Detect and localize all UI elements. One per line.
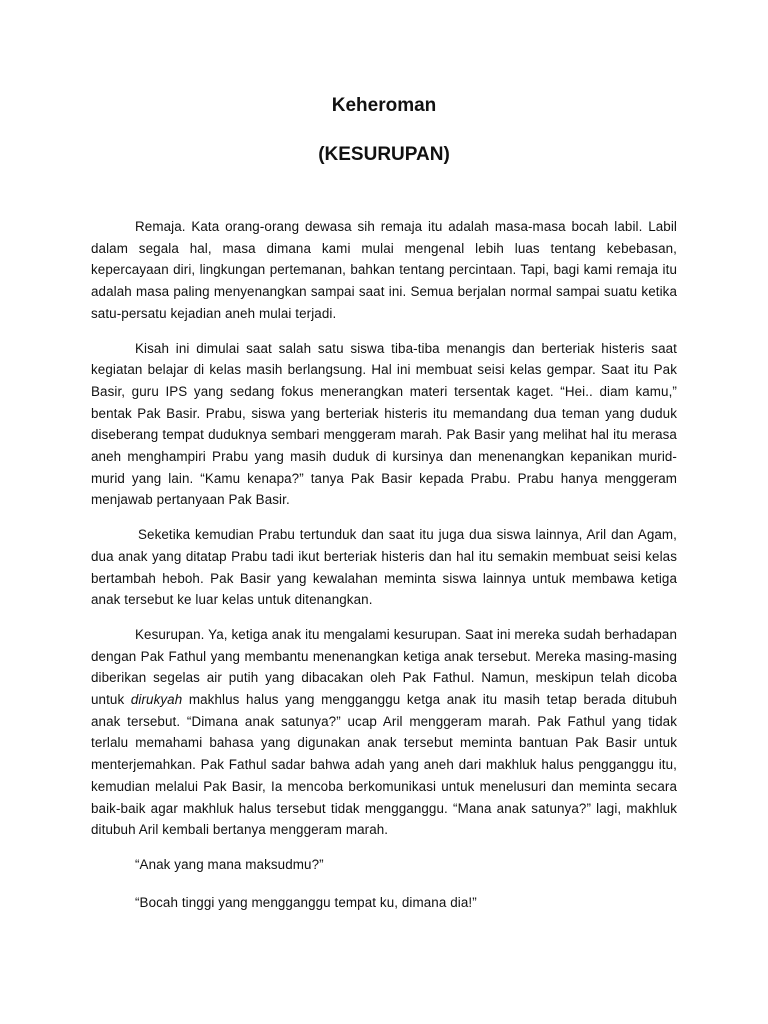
paragraph-4-italic: dirukyah bbox=[130, 692, 183, 708]
paragraph-4-part-1: Kesurupan. Ya, ketiga anak itu mengalami kesurupan. Saat ini mereka sudah berhadapan dengan Pak Fathul yang membantu menenangkan ketiga anak tersebut. Mereka masing-masing diberikan segelas air putih yang dibacakan oleh Pak Fathul. Namun, meskipun telah dicoba untuk bbox=[91, 626, 677, 708]
dialogue-line-1: “Anak yang mana maksudmu?” bbox=[135, 856, 324, 872]
paragraph-3: Seketika kemudian Prabu tertunduk dan saat itu juga dua siswa lainnya, Aril dan Agam, dua anak yang ditatap Prabu tadi ikut berteriak histeris dan hal itu semakin membuat seisi kelas bertambah heboh. Pak Basir yang kewalahan meminta siswa lainnya untuk membawa ketiga anak tersebut ke luar kelas untuk ditenangkan. bbox=[91, 527, 677, 608]
paragraph-4-part-2: makhlus halus yang mengganggu ketga anak itu masih tetap berada ditubuh anak tersebut. “Dimana anak satunya?” ucap Aril menggeram marah. Pak Fathul yang tidak terlalu memahami bahasa yang digunakan anak tersebut meminta bantuan Pak Basir untuk menterjemahkan. Pak Fathul sadar bahwa adah yang aneh dari makhluk halus pengganggu itu, kemudian melalui Pak Basir, Ia mencoba berkomunikasi untuk menelusuri dan meminta secara baik-baik agar makhluk halus tersebut tidak mengganggu. “Mana anak satunya?” lagi, makhluk ditubuh Aril kembali bertanya menggeram marah. bbox=[91, 692, 678, 838]
paragraph-4 bbox=[91, 624, 677, 841]
paragraph-2: Kisah ini dimulai saat salah satu siswa tiba-tiba menangis dan berteriak histeris saat kegiatan belajar di kelas masih berlangsung. Hal ini membuat seisi kelas gempar. Saat itu Pak Basir, guru IPS yang sedang fokus menerangkan materi tersentak kaget. “Hei.. diam kamu,” bentak Pak Basir. Prabu, siswa yang berteriak histeris itu memandang dua teman yang duduk diseberang tempat duduknya sembari menggeram marah. Pak Basir yang melihat hal itu merasa aneh menghampiri Prabu yang masih duduk di kursinya dan menenangkan kepanikan murid-murid yang lain. “Kamu kenapa?” tanya Pak Basir kepada Prabu. Prabu hanya menggeram menjawab pertanyaan Pak Basir. bbox=[91, 340, 677, 508]
document-title: Keheroman bbox=[331, 95, 437, 116]
document-body bbox=[91, 216, 677, 929]
dialogue-line-2: “Bocah tinggi yang mengganggu tempat ku, dimana dia!” bbox=[135, 894, 477, 910]
paragraph-1: Remaja. Kata orang-orang dewasa sih remaja itu adalah masa-masa bocah labil. Labil dalam segala hal, masa dimana kami mulai mengenal lebih luas tentang kebebasan, kepercayaan diri, lingkungan pertemanan, bahkan tentang percintaan. Tapi, bagi kami remaja itu adalah masa paling menyenangkan sampai saat ini. Semua berjalan normal sampai suatu ketika satu-persatu kejadian aneh mulai terjadi. bbox=[91, 219, 677, 321]
document-subtitle: (KESURUPAN) bbox=[318, 144, 450, 165]
